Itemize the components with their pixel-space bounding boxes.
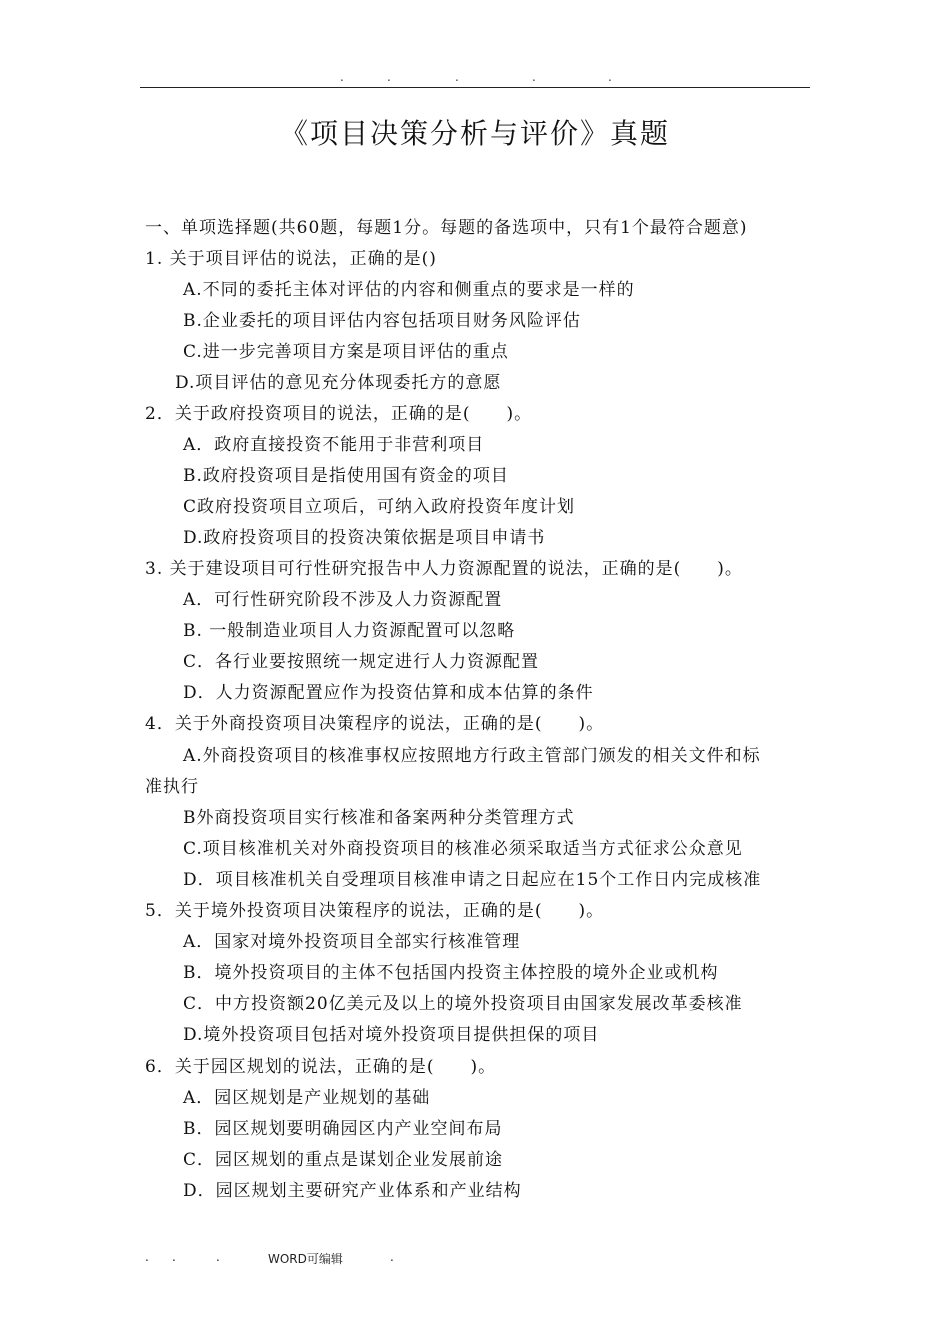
question-option: D．人力资源配置应作为投资估算和成本估算的条件 bbox=[183, 683, 594, 703]
footer-dot: . bbox=[172, 1250, 176, 1264]
question-option: A．园区规划是产业规划的基础 bbox=[183, 1088, 431, 1108]
question-option: C．园区规划的重点是谋划企业发展前途 bbox=[183, 1150, 504, 1170]
question-option: B．园区规划要明确园区内产业空间布局 bbox=[183, 1119, 503, 1139]
question-option: B外商投资项目实行核准和备案两种分类管理方式 bbox=[183, 808, 575, 828]
footer-dot: . bbox=[216, 1250, 220, 1264]
question-option: B．境外投资项目的主体不包括国内投资主体控股的境外企业或机构 bbox=[183, 963, 719, 983]
question-stem: 6．关于园区规划的说法，正确的是( )。 bbox=[145, 1057, 497, 1077]
footer-dot: . bbox=[390, 1250, 394, 1264]
header-dot: . bbox=[387, 70, 391, 84]
question-stem: 3. 关于建设项目可行性研究报告中人力资源配置的说法，正确的是( )。 bbox=[145, 559, 743, 579]
question-stem: 1. 关于项目评估的说法，正确的是() bbox=[145, 249, 437, 269]
question-option: C．中方投资额20亿美元及以上的境外投资项目由国家发展改革委核准 bbox=[183, 994, 743, 1014]
question-option: D.项目评估的意见充分体现委托方的意愿 bbox=[175, 373, 502, 393]
question-option: D.政府投资项目的投资决策依据是项目申请书 bbox=[183, 528, 546, 548]
question-option: C.进一步完善项目方案是项目评估的重点 bbox=[183, 342, 509, 362]
header-dot: . bbox=[455, 70, 459, 84]
question-option: B.企业委托的项目评估内容包括项目财务风险评估 bbox=[183, 311, 581, 331]
footer-dot: . bbox=[145, 1250, 149, 1264]
document-title: 《项目决策分析与评价》真题 bbox=[279, 117, 670, 150]
question-option: A．可行性研究阶段不涉及人力资源配置 bbox=[183, 590, 503, 610]
question-option: A．国家对境外投资项目全部实行核准管理 bbox=[183, 932, 521, 952]
question-option: A.外商投资项目的核准事权应按照地方行政主管部门颁发的相关文件和标 bbox=[183, 746, 761, 766]
question-option: C.项目核准机关对外商投资项目的核准必须采取适当方式征求公众意见 bbox=[183, 839, 743, 859]
header-dot: . bbox=[608, 70, 612, 84]
question-option: C．各行业要按照统一规定进行人力资源配置 bbox=[183, 652, 540, 672]
header-rule bbox=[140, 87, 810, 88]
question-option: C政府投资项目立项后，可纳入政府投资年度计划 bbox=[183, 497, 576, 517]
question-option: D．项目核准机关自受理项目核准申请之日起应在15个工作日内完成核准 bbox=[183, 870, 762, 890]
question-option: B. 一般制造业项目人力资源配置可以忽略 bbox=[183, 621, 516, 641]
question-option: D.境外投资项目包括对境外投资项目提供担保的项目 bbox=[183, 1025, 600, 1045]
question-stem: 2．关于政府投资项目的说法，正确的是( )。 bbox=[145, 404, 533, 424]
question-option: D．园区规划主要研究产业体系和产业结构 bbox=[183, 1181, 522, 1201]
header-dots bbox=[140, 70, 810, 86]
question-option: A．政府直接投资不能用于非营利项目 bbox=[183, 435, 485, 455]
header-dot: . bbox=[340, 70, 344, 84]
footer-label: WORD可编辑 bbox=[268, 1252, 343, 1266]
question-option: B.政府投资项目是指使用国有资金的项目 bbox=[183, 466, 509, 486]
question-stem: 4．关于外商投资项目决策程序的说法，正确的是( )。 bbox=[145, 714, 605, 734]
section-heading: 一、单项选择题(共60题，每题1分。每题的备选项中，只有1个最符合题意) bbox=[145, 218, 748, 238]
question-option-continuation: 准执行 bbox=[145, 777, 199, 797]
question-option: A.不同的委托主体对评估的内容和侧重点的要求是一样的 bbox=[183, 280, 635, 300]
question-stem: 5．关于境外投资项目决策程序的说法，正确的是( )。 bbox=[145, 901, 605, 921]
header-dot: . bbox=[532, 70, 536, 84]
